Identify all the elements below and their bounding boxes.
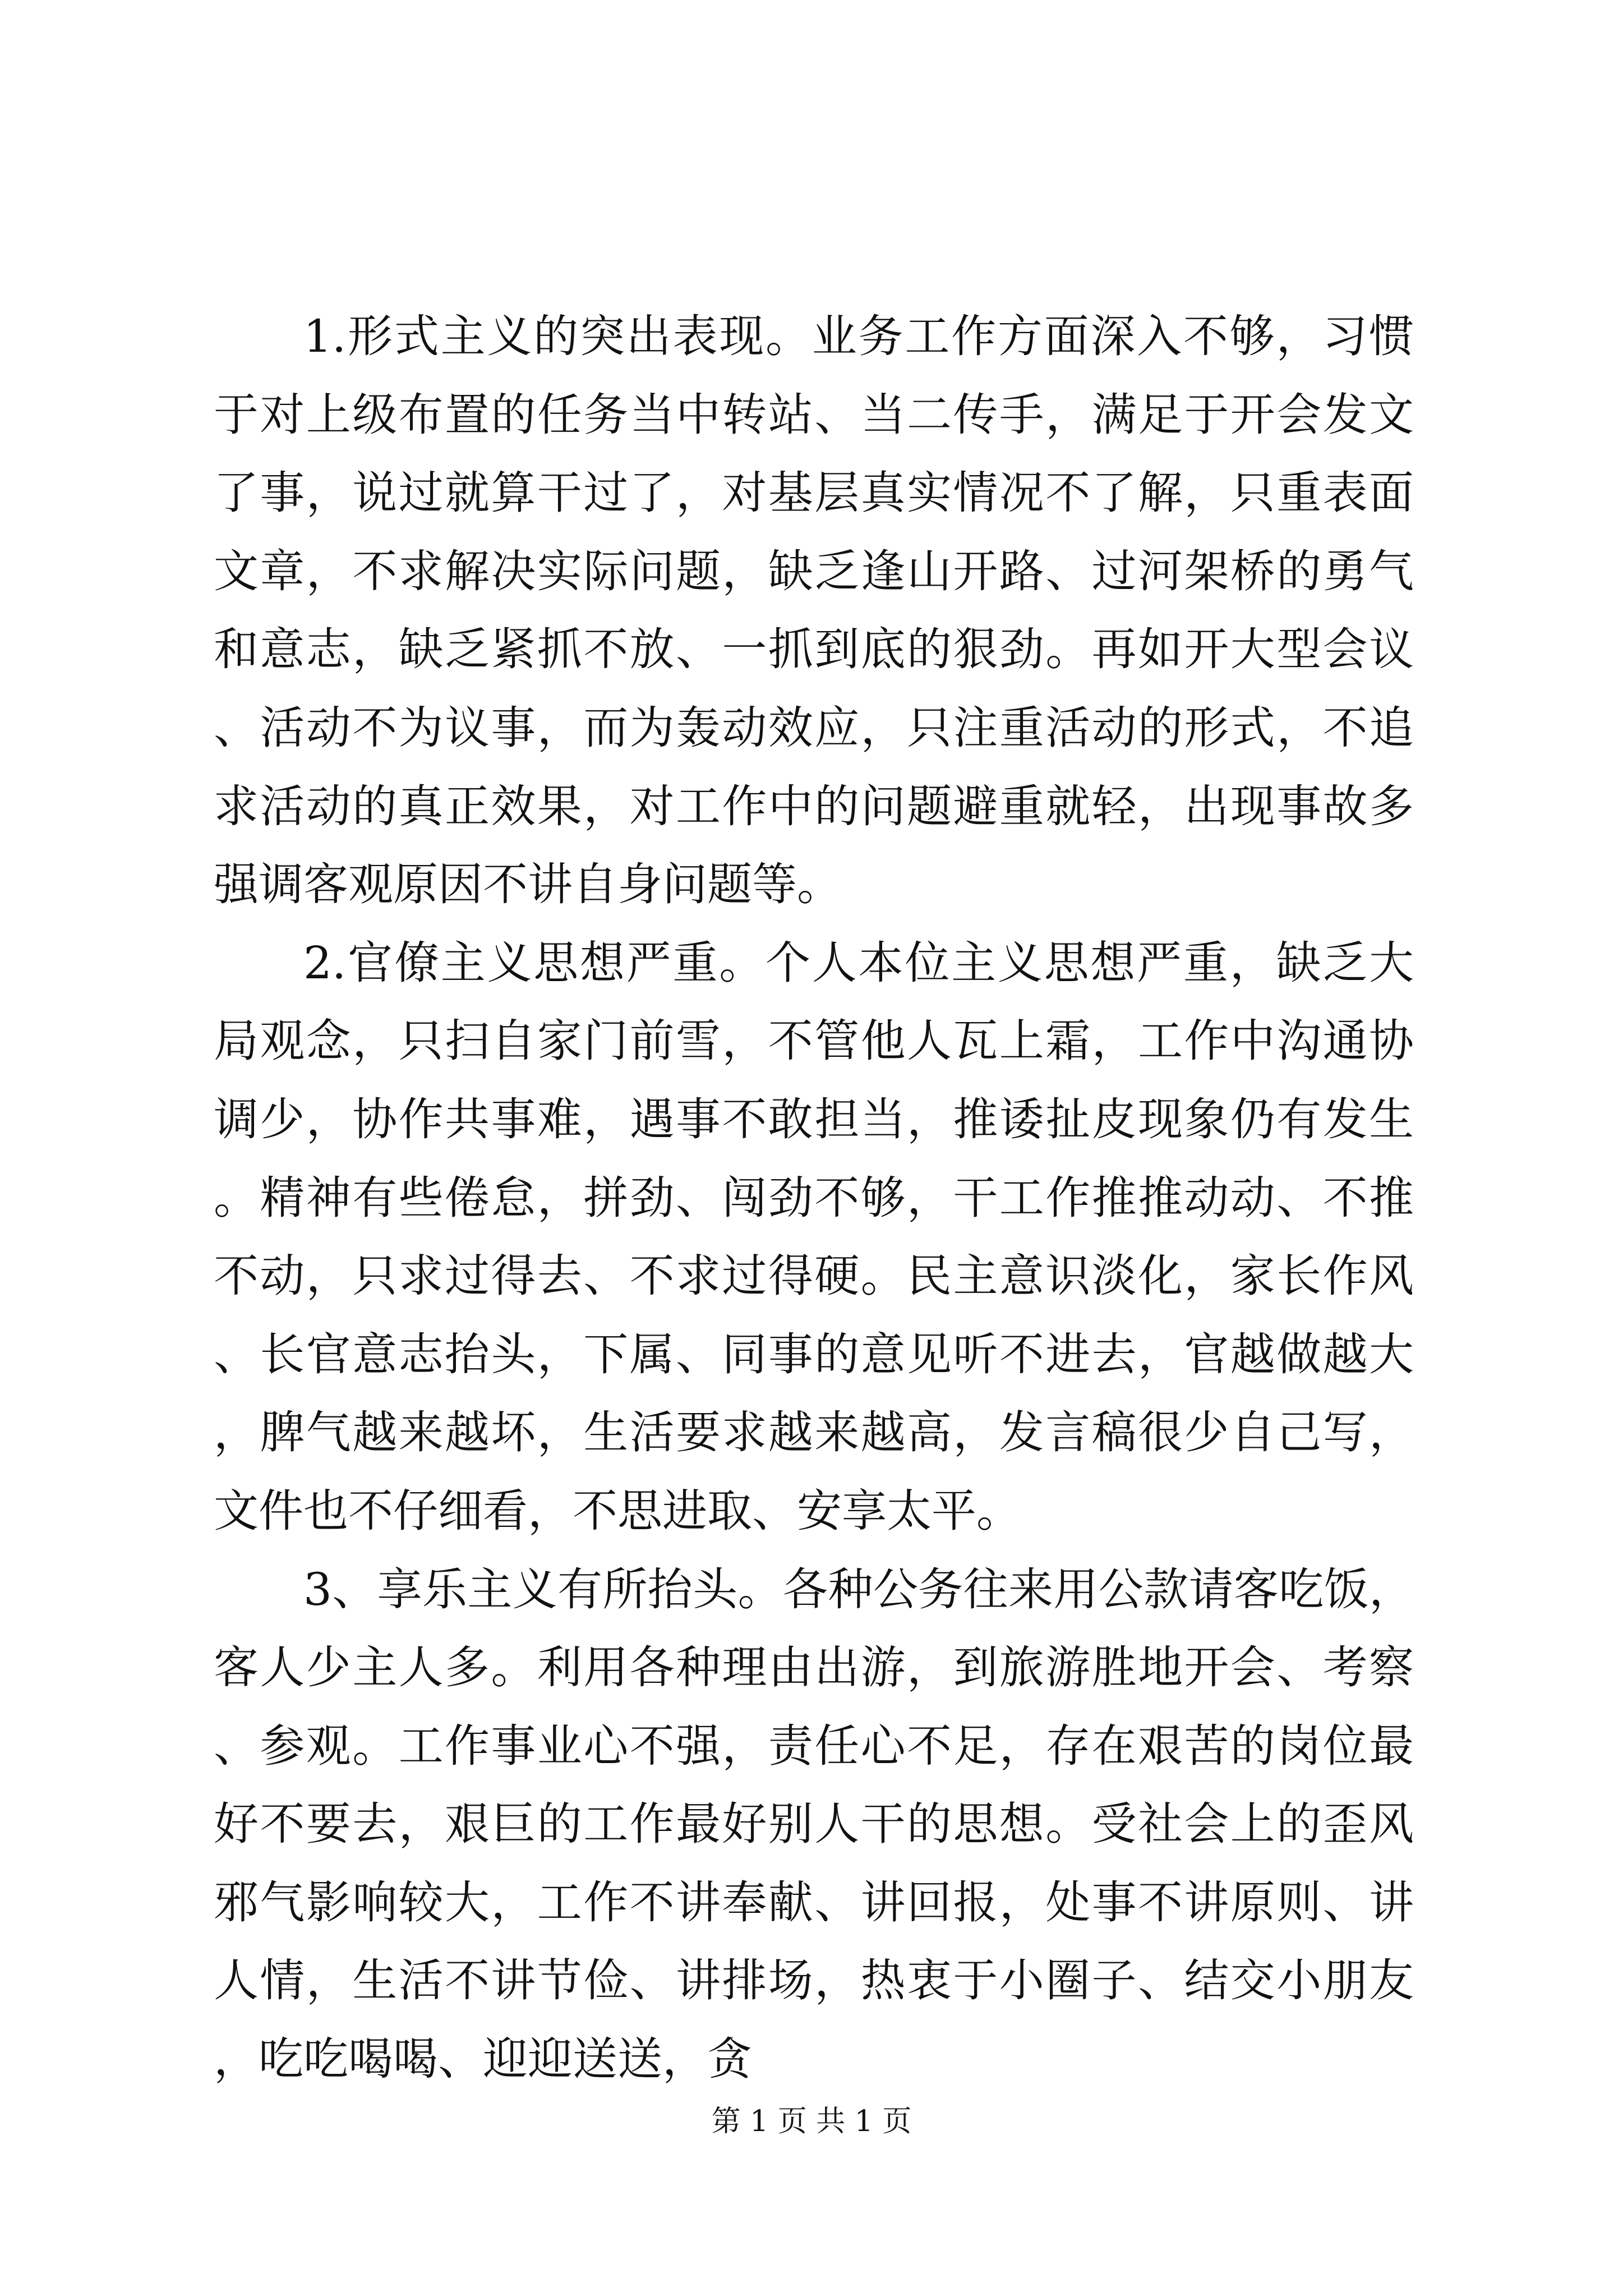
document-body (214, 297, 1414, 2099)
paragraph-formalism: 1.形式主义的突出表现。业务工作方面深入不够，习惯于对上级布置的任务当中转站、当二传手，满足于开会发文了事，说过就算干过了，对基层真实情况不了解，只重表面文章，不求解决实际问题，缺乏逢山开路、过河架桥的勇气和意志，缺乏紧抓不放、一抓到底的狠劲。再如开大型会议、活动不为议事，而为轰动效应，只注重活动的形式，不追求活动的真正效果，对工作中的问题避重就轻，出现事故多强调客观原因不讲自身问题等。 (214, 310, 1414, 911)
page-footer: 第 1 页 共 1 页 (711, 2105, 912, 2138)
paragraph-bureaucratism: 2.官僚主义思想严重。个人本位主义思想严重，缺乏大局观念，只扫自家门前雪，不管他人瓦上霜，工作中沟通协调少，协作共事难，遇事不敢担当，推诿扯皮现象仍有发生。精神有些倦怠，拼劲、闯劲不够，干工作推推动动、不推不动，只求过得去、不求过得硬。民主意识淡化，家长作风、长官意志抬头，下属、同事的意见听不进去，官越做越大，脾气越来越坏，生活要求越来越高，发言稿很少自己写，文件也不仔细看，不思进取、安享太平。 (214, 936, 1414, 1537)
paragraph-hedonism: 3、享乐主义有所抬头。各种公务往来用公款请客吃饭，客人少主人多。利用各种理由出游，到旅游胜地开会、考察、参观。工作事业心不强，责任心不足，存在艰苦的岗位最好不要去，艰巨的工作最好别人干的思想。受社会上的歪风邪气影响较大，工作不讲奉献、讲回报，处事不讲原则、讲人情，生活不讲节俭、讲排场，热衷于小圈子、结交小朋友，吃吃喝喝、迎迎送送，贪 (214, 1563, 1414, 2086)
